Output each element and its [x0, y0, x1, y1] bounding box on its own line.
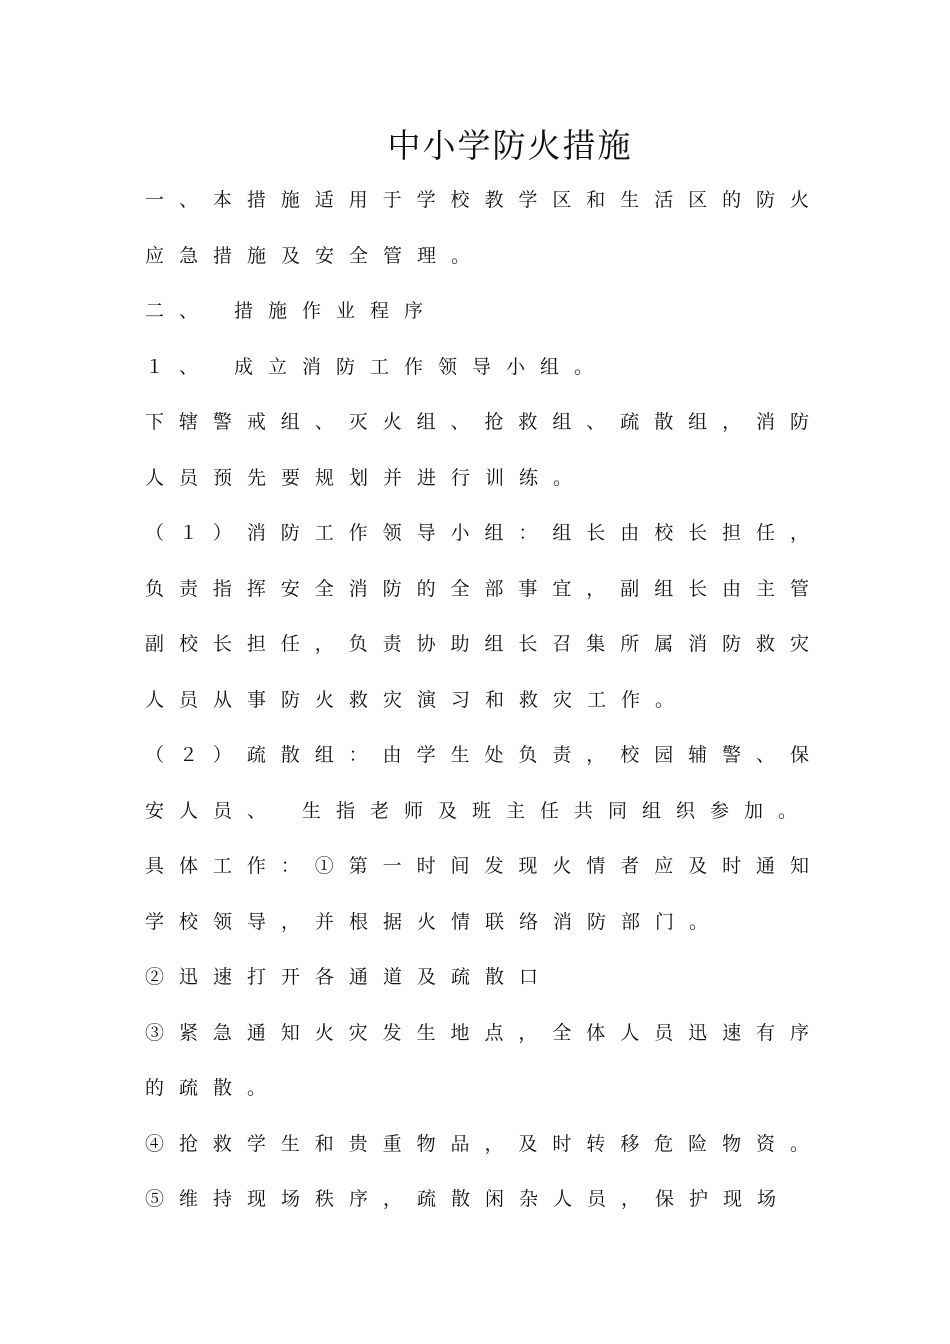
page-title: 中小学防火措施	[387, 126, 633, 165]
document-body	[145, 173, 813, 1228]
text-line: 安人员、 生指老师及班主任共同组织参加。	[145, 799, 813, 822]
text-line: 应急措施及安全管理。	[145, 244, 486, 267]
text-line: 人员从事防火救灾演习和救灾工作。	[145, 688, 690, 711]
text-line: ②迅速打开各通道及疏散口	[145, 966, 554, 988]
text-line: （ ２ ） 疏 散 组 ： 由 学 生 处 负 责 ， 校 园 辅 警 、 保	[145, 744, 809, 766]
text-line: 负 责 指 挥 安 全 消 防 的 全 部 事 宜 ， 副 组 长 由 主 管	[145, 577, 809, 600]
text-line: 一 、 本 措 施 适 用 于 学 校 教 学 区 和 生 活 区 的 防 火	[145, 189, 809, 211]
text-line: １、 成立消防工作领导小组。	[145, 355, 609, 378]
text-line: 学校领导，并根据火情联络消防部门。	[145, 910, 724, 933]
text-line: 二、 措施作业程序	[145, 300, 439, 322]
text-line: 具 体 工 作 ： ① 第 一 时 间 发 现 火 情 者 应 及 时 通 知	[145, 855, 809, 877]
text-line: ③ 紧 急 通 知 火 灾 发 生 地 点 ， 全 体 人 员 迅 速 有 序	[145, 1021, 809, 1044]
text-line: 副 校 长 担 任 ， 负 责 协 助 组 长 召 集 所 属 消 防 救 灾	[145, 633, 809, 655]
text-line: 下 辖 警 戒 组 、 灭 火 组 、 抢 救 组 、 疏 散 组 ， 消 防	[145, 411, 809, 433]
text-line: 人员预先要规划并进行训练。	[145, 466, 588, 489]
text-line: （ １ ） 消 防 工 作 领 导 小 组 ： 组 长 由 校 长 担 任 ，	[145, 522, 809, 544]
text-line: ⑤维持现场秩序，疏散闲杂人员，保护现场	[145, 1188, 792, 1210]
text-line: ④ 抢 救 学 生 和 贵 重 物 品 ， 及 时 转 移 危 险 物 资 。	[145, 1132, 809, 1155]
text-line: 的疏散。	[145, 1077, 282, 1099]
